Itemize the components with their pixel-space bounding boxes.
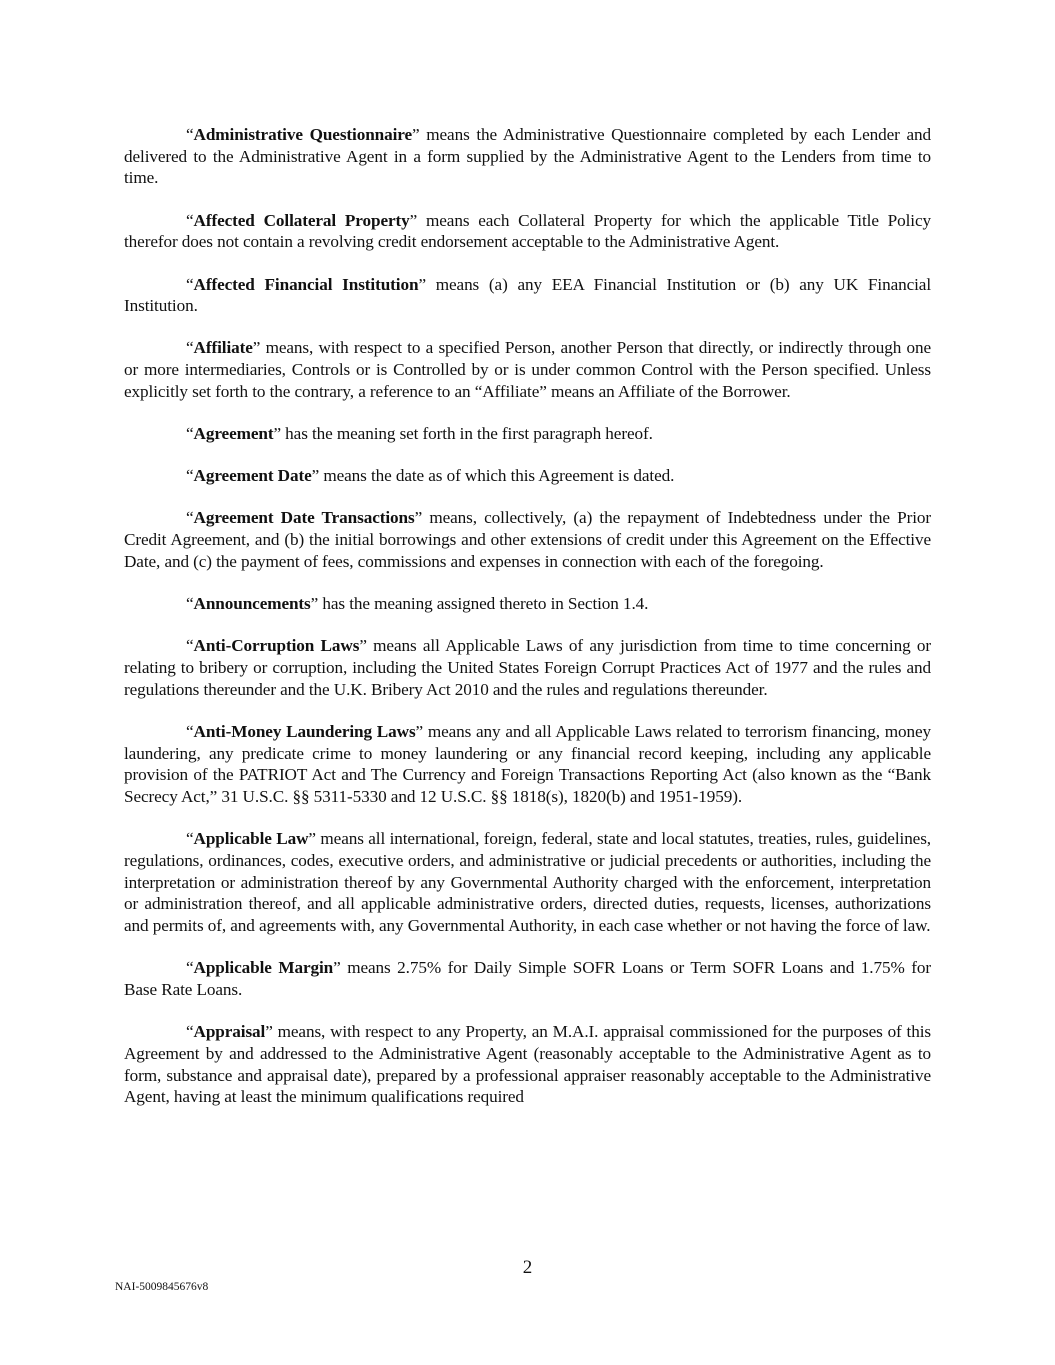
close-quote: ” [252,338,261,358]
defined-term: Affected Financial Institution [193,274,419,294]
definition-administrative-questionnaire [124,124,931,189]
defined-term: Administrative Questionnaire [193,125,413,144]
open-quote: “ [186,424,194,444]
definition-applicable-law [124,828,931,937]
open-quote: “ [186,125,194,144]
definition-agreement-date [124,465,931,487]
definition-text: has the meaning set forth in the first paragraph hereof. [280,424,653,444]
defined-term: Applicable Law [193,829,309,849]
definition-appraisal [124,1021,931,1108]
close-quote: ” [265,1022,273,1042]
definition-affected-financial-institution [124,274,931,317]
open-quote: “ [186,210,194,230]
defined-term: Affected Collateral Property [193,210,410,230]
defined-term: Agreement [193,424,274,444]
definition-anti-corruption-laws [124,635,931,700]
defined-term: Affiliate [193,338,253,358]
open-quote: “ [186,829,194,849]
definition-affiliate [124,337,931,402]
close-quote: ” [310,594,319,614]
page-number: 2 [522,1257,533,1278]
definition-text: has the meaning assigned thereto in Section 1.4. [318,594,649,614]
document-id: NAI-5009845676v8 [115,1281,209,1293]
open-quote: “ [186,721,194,741]
definition-text: means, with respect to a specified Person, another Person that directly, or indirectly through one or more intermediaries, Controls or is Controlled by or is under common Control with the Person specified. Unless explicitly set forth to the contrary, a reference to an “Affiliate” means an Affiliate of the Borrower. [124,338,931,401]
definition-text: means each Collateral Property for which the applicable Title Policy therefor does not contain a revolving credit endorsement acceptable to the Administrative Agent. [124,210,931,252]
open-quote: “ [186,338,194,358]
open-quote: “ [186,594,194,614]
open-quote: “ [186,958,194,978]
close-quote: ” [418,274,426,294]
close-quote: ” [412,125,420,144]
defined-term: Anti-Corruption Laws [193,636,360,656]
definition-text: means the date as of which this Agreement is dated. [319,466,675,486]
document-body [124,124,931,1128]
definition-text: means all international, foreign, federal, state and local statutes, treaties, rules, guidelines, regulations, ordinances, codes, executive orders, and administrative or judicial precedents or authorities, including the interpretation or administration thereof by any Governmental Authority charged with the enforcement, interpretation or administration thereof, and all applicable administrative orders, directed duties, requests, licenses, authorizations and permits of, and agreements with, any Governmental Authority, in each case whether or not having the force of law. [124,829,931,935]
open-quote: “ [186,636,194,656]
definition-text: means the Administrative Questionnaire completed by each Lender and delivered to the Administrative Agent in a form supplied by the Administrative Agent to the Lenders from time to time. [124,125,931,188]
open-quote: “ [186,274,194,294]
definition-text: means (a) any EEA Financial Institution or (b) any UK Financial Institution. [124,274,931,316]
defined-term: Announcements [193,594,311,614]
definition-applicable-margin [124,957,931,1000]
definition-text: means, with respect to any Property, an M.A.I. appraisal commissioned for the purposes of this Agreement by and addressed to the Administrative Agent (reasonably acceptable to the Administrative Agent as to form, substance and appraisal date), prepared by a professional appraiser reasonably acceptable to the Administrative Agent, having at least the minimum qualifications required [124,1022,931,1107]
definition-announcements [124,593,931,615]
open-quote: “ [186,1022,194,1042]
close-quote: ” [414,508,423,528]
close-quote: ” [359,636,367,656]
defined-term: Anti-Money Laundering Laws [193,721,416,741]
open-quote: “ [186,466,194,486]
close-quote: ” [415,721,424,741]
definition-anti-money-laundering-laws [124,721,931,808]
close-quote: ” [273,424,281,444]
close-quote: ” [311,466,320,486]
defined-term: Agreement Date [193,466,312,486]
close-quote: ” [409,210,418,230]
definition-text: means 2.75% for Daily Simple SOFR Loans or Term SOFR Loans and 1.75% for Base Rate Loans. [124,958,931,999]
definition-affected-collateral-property [124,210,931,253]
definition-text: means all Applicable Laws of any jurisdiction from time to time concerning or relating to bribery or corruption, including the United States Foreign Corrupt Practices Act of 1977 and the rules and regulations thereunder and the U.K. Bribery Act 2010 and the rules and regulations thereunder. [124,636,931,699]
defined-term: Applicable Margin [193,958,334,978]
defined-term: Agreement Date Transactions [193,508,415,528]
definition-text: means any and all Applicable Laws related to terrorism financing, money laundering, any predicate crime to money laundering or any financial record keeping, including any applicable provision of the PATRIOT Act and The Currency and Foreign Transactions Reporting Act (also known as the “Bank Secrecy Act,” 31 U.S.C. §§ 5311-5330 and 12 U.S.C. §§ 1818(s), 1820(b) and 1951-1959). [124,721,931,806]
defined-term: Appraisal [193,1022,266,1042]
definition-agreement-date-transactions [124,507,931,572]
definition-text: means, collectively, (a) the repayment of Indebtedness under the Prior Credit Agreement, and (b) the initial borrowings and other extensions of credit under this Agreement on the Effective Date, and (c) the payment of fees, commissions and expenses in connection with each of the foregoing. [124,508,931,571]
close-quote: ” [308,829,316,849]
open-quote: “ [186,508,194,528]
close-quote: ” [333,958,341,978]
definition-agreement [124,423,931,445]
